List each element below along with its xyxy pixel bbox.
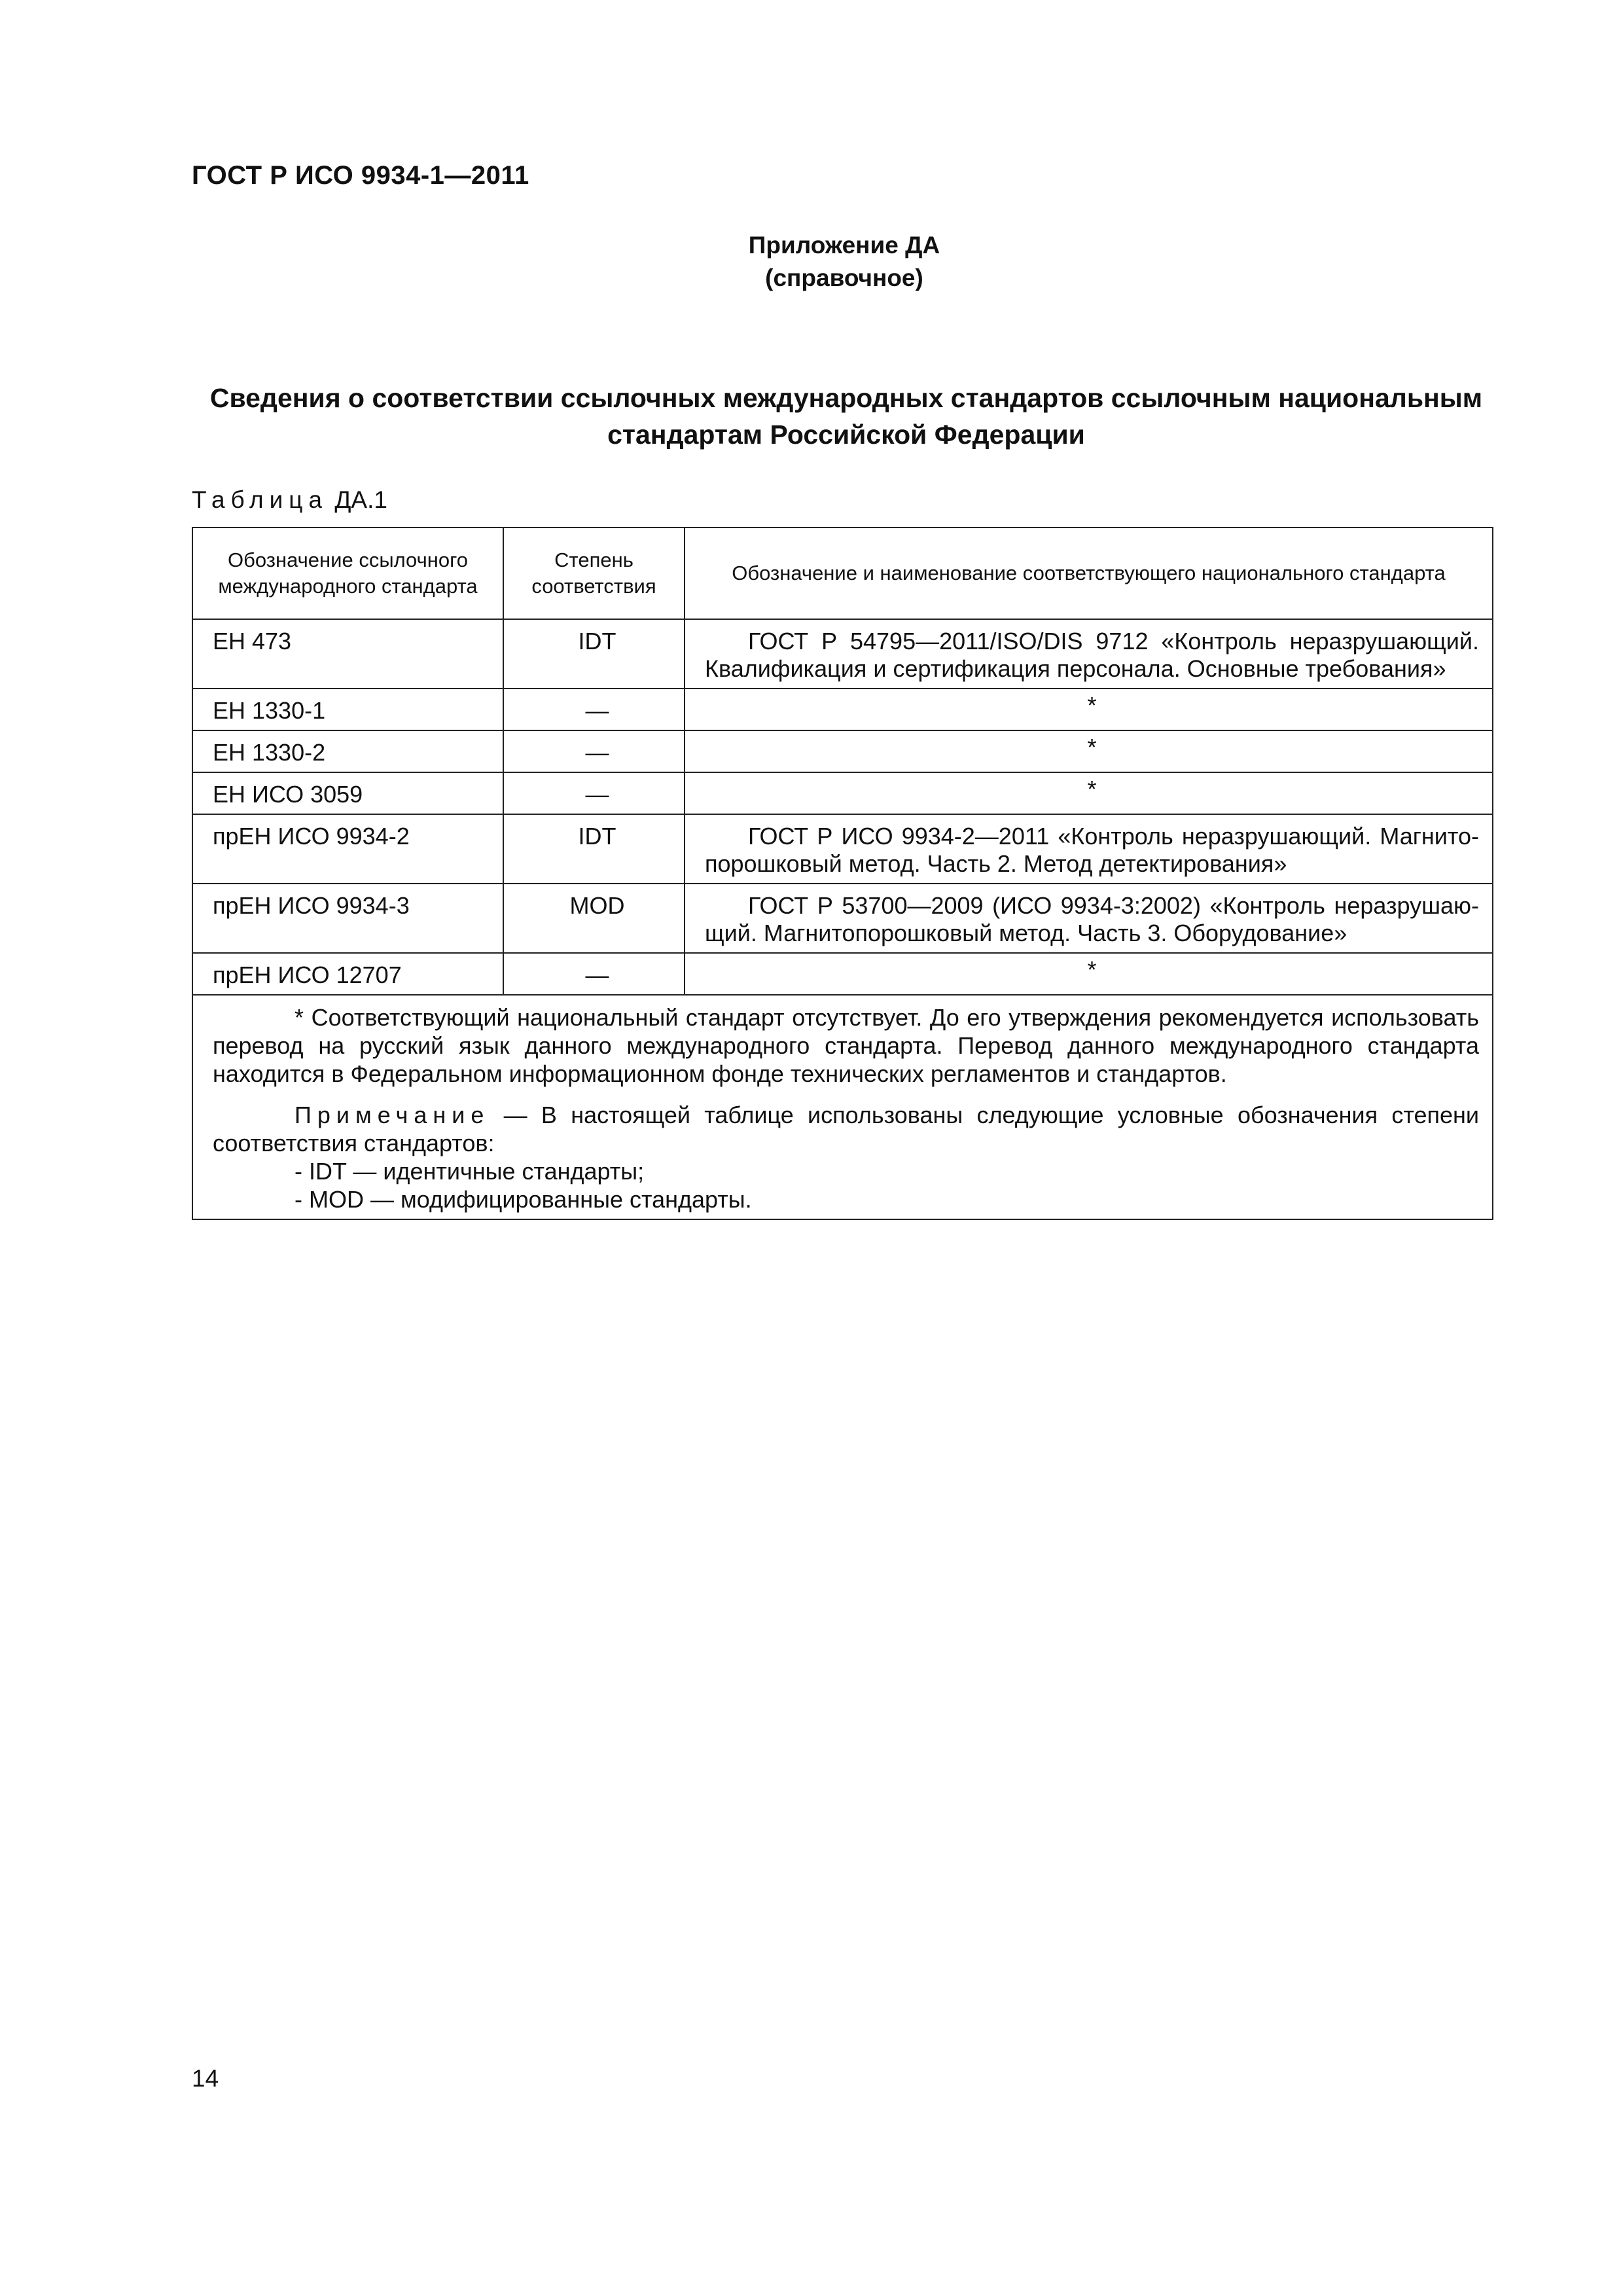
page-number: 14 — [192, 2065, 219, 2092]
note-item: - MOD — модифицированные стандарты. — [294, 1186, 752, 1213]
national-standard-text: ГОСТ Р 54795—2011/ISO/DIS 9712 «Контроль неразрушающий. Квалификация и сертификация персонала. Основные требования» — [705, 628, 1479, 682]
table-row — [192, 730, 1493, 772]
section-heading-line-2: стандартам Российской Федерации — [607, 420, 1085, 450]
appendix-heading — [0, 229, 1623, 295]
national-standard-cell: * — [685, 730, 1493, 772]
national-standard-text: ГОСТ Р ИСО 9934-2—2011 «Контроль неразрушающий. Магнито-порошковый метод. Часть 2. Метод детектирования» — [705, 823, 1479, 877]
national-standard-cell: * — [685, 772, 1493, 814]
national-standard-cell — [685, 619, 1493, 689]
degree-cell: — — [503, 953, 685, 995]
table-footer — [192, 995, 1493, 1219]
national-standard-cell: * — [685, 953, 1493, 995]
column-header-intl: Обозначение ссылочного международного стандарта — [192, 528, 503, 619]
table-caption-id: ДА.1 — [334, 486, 387, 513]
table-caption — [192, 484, 387, 516]
national-standard-cell: * — [685, 689, 1493, 730]
note-list — [213, 1157, 1479, 1213]
intl-standard-cell: прЕН ИСО 9934-2 — [192, 814, 503, 884]
correspondence-table — [192, 527, 1493, 1220]
intl-standard-cell: прЕН ИСО 12707 — [192, 953, 503, 995]
column-header-degree: Степень соответствия — [503, 528, 685, 619]
table-row — [192, 689, 1493, 730]
note-text: — В настоящей таблице использованы следующие условные обозначения степени соответствия стандартов: — [213, 1102, 1479, 1157]
national-standard-text: ГОСТ Р 53700—2009 (ИСО 9934-3:2002) «Контроль неразрушаю-щий. Магнитопорошковый метод. Часть 3. Оборудование» — [705, 892, 1479, 946]
table-header-row — [192, 528, 1493, 619]
note-item: - IDT — идентичные стандарты; — [294, 1158, 645, 1185]
table-row — [192, 814, 1493, 884]
table-row — [192, 953, 1493, 995]
appendix-title: Приложение ДА — [748, 232, 940, 259]
degree-cell: — — [503, 689, 685, 730]
appendix-kind: (справочное) — [765, 264, 923, 291]
degree-cell: MOD — [503, 884, 685, 953]
note — [213, 1101, 1479, 1157]
table-row — [192, 884, 1493, 953]
column-header-national: Обозначение и наименование соответствующего национального стандарта — [685, 528, 1493, 619]
intl-standard-cell: ЕН ИСО 3059 — [192, 772, 503, 814]
table-caption-word: Таблица — [192, 486, 329, 513]
degree-cell: IDT — [503, 619, 685, 689]
national-standard-cell — [685, 814, 1493, 884]
footnote-text: * Соответствующий национальный стандарт отсутствует. До его утверждения рекомендуется использовать перевод на русский язык данного международного стандарта. Перевод данного международного стандарта находится в Федеральном информационном фонде технических регламентов и стандартов. — [213, 1004, 1479, 1087]
table-row — [192, 772, 1493, 814]
note-label: Примечание — [294, 1102, 490, 1128]
document-code: ГОСТ Р ИСО 9934-1—2011 — [192, 161, 529, 190]
intl-standard-cell: ЕН 1330-1 — [192, 689, 503, 730]
intl-standard-cell: ЕН 1330-2 — [192, 730, 503, 772]
section-heading — [192, 380, 1501, 453]
degree-cell: — — [503, 730, 685, 772]
intl-standard-cell: прЕН ИСО 9934-3 — [192, 884, 503, 953]
degree-cell: IDT — [503, 814, 685, 884]
table-footer-row — [192, 995, 1493, 1219]
table-row — [192, 619, 1493, 689]
section-heading-line-1: Сведения о соответствии ссылочных международных стандартов ссылочным национальным — [209, 383, 1483, 413]
degree-cell: — — [503, 772, 685, 814]
intl-standard-cell: ЕН 473 — [192, 619, 503, 689]
national-standard-cell — [685, 884, 1493, 953]
